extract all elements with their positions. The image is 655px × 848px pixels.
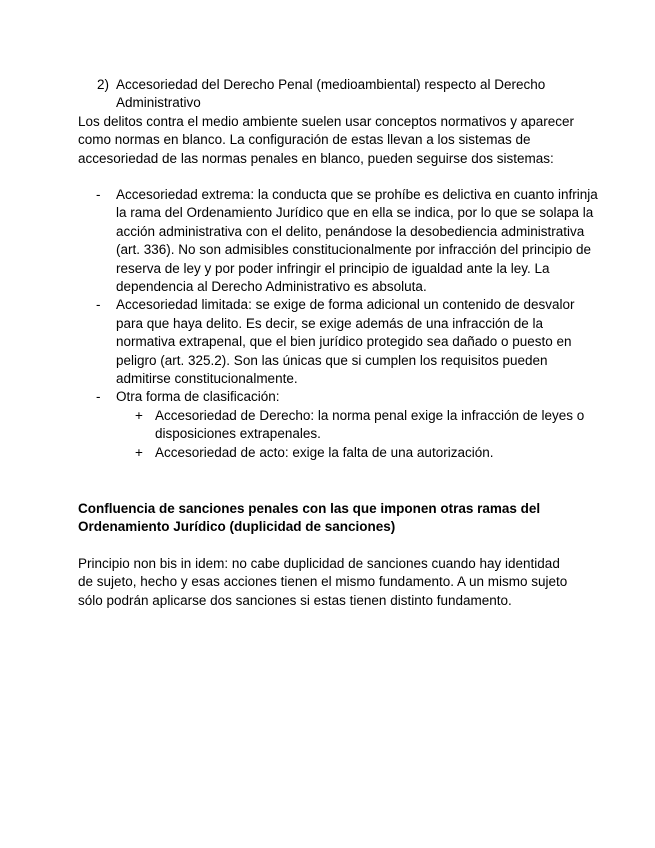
bullet-text: Accesoriedad extrema: la conducta que se prohíbe es delictiva en cuanto infrinja la rama del Ordenamiento Jurídico que en ella se indica, por lo que se solapa la acción administrativa con el delito, penándose la desobediencia administrativa (art. 336). No son admisibles constitucionalmente por infracción del principio de reserva de ley y por poder infringir el principio de igualdad ante la ley. La dependencia al Derecho Administrativo es absoluta. [116,187,598,295]
bullet-text: Accesoriedad limitada: se exige de forma adicional un contenido de desvalor para que haya delito. Es decir, se exige además de una infracción de la normativa extrapenal, que el bien jurídico protegido sea dañado o puesto en peligro (art. 325.2). Son las únicas que si cumplen los requisitos pueden admitirse constitucionalmente. [116,297,575,387]
list-item [78,186,598,296]
bullet-marker: - [96,187,101,202]
sub-list-item [78,407,598,444]
sub-bullet-text: Accesoriedad de acto: exige la falta de una autorización. [155,444,494,460]
intro-paragraph: Los delitos contra el medio ambiente suelen usar conceptos normativos y aparecer como normas en blanco. La configuración de estas llevan a los sistemas de accesoriedad de las normas penales en blanco, pueden seguirse dos sistemas: [78,114,575,166]
sub-list-item [78,444,598,462]
closing-paragraph: Principio non bis in idem: no cabe duplicidad de sanciones cuando hay identidad de sujeto, hecho y esas acciones tienen el mismo fundamento. A un mismo sujeto sólo podrán aplicarse dos sanciones si estas tienen distinto fundamento. [78,556,568,608]
numbered-item [97,76,597,113]
sub-bullet-marker: + [135,407,143,423]
sub-list [116,407,598,462]
sub-bullet-text: Accesoriedad de Derecho: la norma penal exige la infracción de leyes o disposiciones extrapenales. [155,407,585,442]
bullet-list [78,186,598,462]
list-item [78,388,598,462]
section-heading: Confluencia de sanciones penales con las que imponen otras ramas del Ordenamiento Jurídico (duplicidad de sanciones) [78,501,541,535]
item-number: 2) [97,77,110,92]
bullet-marker: - [96,297,101,313]
bullet-text: Otra forma de clasificación: [116,389,280,405]
sub-bullet-marker: + [135,444,143,460]
list-item [78,296,598,388]
item-title: Accesoriedad del Derecho Penal (medioambiental) respecto al Derecho Administrativo [116,77,546,111]
bullet-marker: - [96,389,101,405]
